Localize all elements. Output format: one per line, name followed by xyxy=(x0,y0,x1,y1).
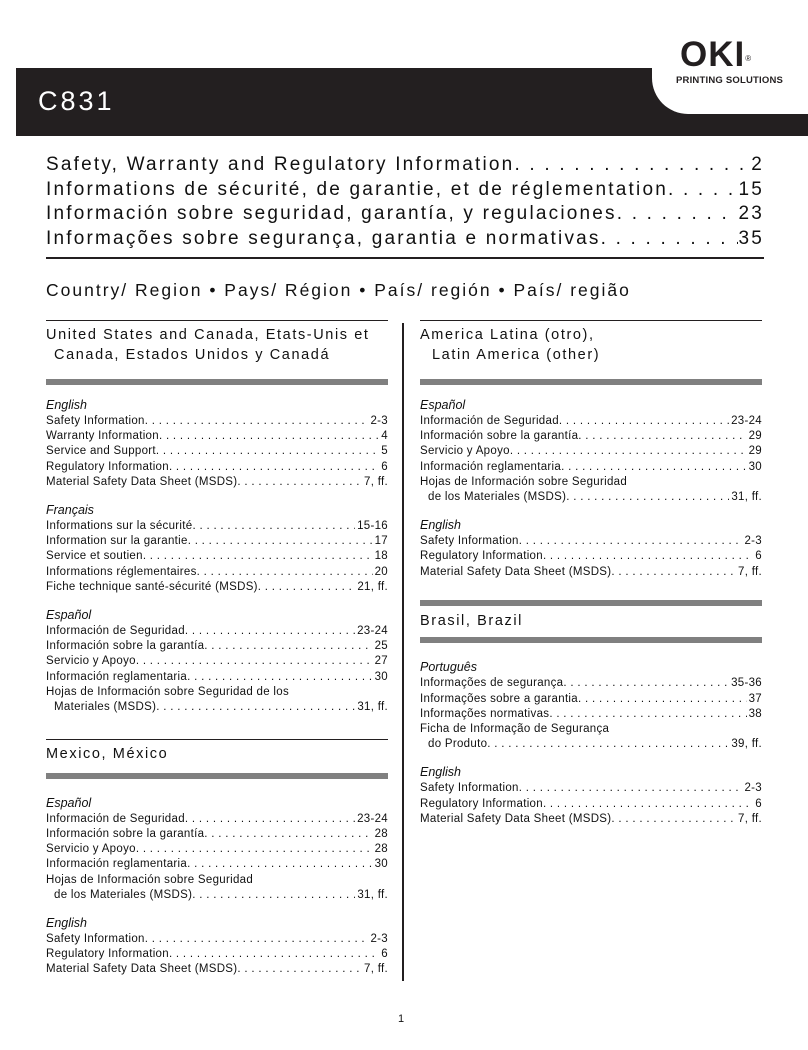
leader-dots xyxy=(543,797,753,812)
leader-dots xyxy=(169,460,379,475)
toc-item[interactable] xyxy=(46,857,388,872)
item-page: 15-16 xyxy=(357,520,388,533)
item-page: 7, ff. xyxy=(738,565,762,578)
item-label-line[interactable]: Hojas de Información sobre Seguridad de los xyxy=(46,685,290,698)
section-title-us-canada xyxy=(46,326,388,365)
item-page: 31, ff. xyxy=(731,491,762,504)
item-page: 5 xyxy=(381,445,388,458)
item-page: 21, ff. xyxy=(357,580,388,593)
item-label: Service et soutien xyxy=(46,550,143,563)
toc-item[interactable] xyxy=(420,549,762,564)
toc-item[interactable] xyxy=(420,781,762,796)
item-page: 35-36 xyxy=(731,677,762,690)
item-page: 28 xyxy=(374,827,388,840)
item-label: Información reglamentaria xyxy=(420,460,562,473)
toc-item[interactable] xyxy=(46,549,388,564)
toc-item[interactable] xyxy=(420,676,762,691)
section-title-line: America Latina (otro), xyxy=(420,327,595,343)
leader-dots xyxy=(543,549,753,564)
item-page: 20 xyxy=(374,565,388,578)
leader-dots xyxy=(159,429,379,444)
section-title-line: Canada, Estados Unidos y Canadá xyxy=(54,346,331,363)
item-label: Informações sobre a garantia xyxy=(420,692,578,705)
item-label-line[interactable]: Hojas de Información sobre Seguridad xyxy=(420,475,628,488)
item-page: 23-24 xyxy=(357,812,388,825)
section-top-rule xyxy=(46,739,388,740)
leader-dots xyxy=(192,519,355,534)
item-label: Información sobre la garantía xyxy=(46,640,205,653)
brand-tagline: PRINTING SOLUTIONS xyxy=(676,75,784,86)
region-heading: Country/ Region • Pays/ Région • País/ región • País/ região xyxy=(46,280,631,300)
leader-dots xyxy=(136,842,373,857)
item-label: Servicio y Apoyo xyxy=(46,843,136,856)
item-label: Informations réglementaires xyxy=(46,565,197,578)
toc-item[interactable] xyxy=(46,670,388,685)
item-label: Service and Support xyxy=(46,445,156,458)
toc-item[interactable] xyxy=(46,414,388,429)
item-page: 2-3 xyxy=(744,782,762,795)
toc-item[interactable] xyxy=(420,707,762,722)
item-page: 4 xyxy=(381,430,388,443)
item-page: 6 xyxy=(381,460,388,473)
leader-dots xyxy=(187,857,373,872)
leader-dots xyxy=(561,460,747,475)
item-label: Información sobre la garantía xyxy=(46,827,205,840)
leader-dots xyxy=(601,227,739,252)
toc-item[interactable] xyxy=(46,475,388,490)
item-page: 28 xyxy=(374,843,388,856)
leader-dots xyxy=(617,202,739,227)
toc-item[interactable] xyxy=(46,565,388,580)
registered-mark: ® xyxy=(745,54,753,63)
section-bar xyxy=(46,773,388,779)
section-title-line: Latin America (other) xyxy=(432,346,601,363)
language-heading: English xyxy=(46,398,87,412)
leader-dots xyxy=(169,947,379,962)
item-page: 31, ff. xyxy=(357,701,388,714)
leader-dots xyxy=(185,624,355,639)
item-label: Safety Information xyxy=(46,932,145,945)
item-label: Material Safety Data Sheet (MSDS) xyxy=(46,963,238,976)
toc-item[interactable] xyxy=(420,490,762,505)
item-label: Información de Seguridad xyxy=(420,415,559,427)
toc-entry-french[interactable] xyxy=(46,178,764,203)
item-page: 30 xyxy=(374,858,388,871)
leader-dots xyxy=(578,692,747,707)
language-heading: Español xyxy=(420,398,466,412)
language-heading: Español xyxy=(46,795,92,810)
toc-item[interactable] xyxy=(46,519,388,534)
toc-label: Informações sobre segurança, garantia e normativas xyxy=(46,227,601,249)
item-label: Fiche technique santé-sécurité (MSDS) xyxy=(46,580,258,593)
toc-item[interactable] xyxy=(46,888,388,903)
item-label: Safety Information xyxy=(420,535,519,548)
section-bar xyxy=(420,637,762,643)
item-label: Informações de segurança xyxy=(420,677,564,690)
item-page: 2-3 xyxy=(370,932,388,945)
toc-item[interactable] xyxy=(46,624,388,639)
item-page: 18 xyxy=(374,550,388,563)
toc-item[interactable] xyxy=(46,654,388,669)
leader-dots xyxy=(258,580,356,595)
leader-dots xyxy=(549,707,746,722)
item-page: 25 xyxy=(374,640,388,653)
leader-dots xyxy=(668,178,738,203)
model-name: C831 xyxy=(38,86,115,116)
toc-item[interactable] xyxy=(420,534,762,549)
language-heading: Português xyxy=(420,660,477,675)
item-label: Información reglamentaria xyxy=(46,858,188,871)
leader-dots xyxy=(611,812,736,827)
item-label: Informations sur la sécurité xyxy=(46,520,193,533)
leader-dots xyxy=(187,670,373,685)
leader-dots xyxy=(510,444,747,459)
item-page: 30 xyxy=(748,460,762,473)
leader-dots xyxy=(136,654,373,669)
leader-dots xyxy=(145,414,369,429)
leader-dots xyxy=(519,781,743,796)
item-page: 37 xyxy=(748,692,762,705)
item-page: 38 xyxy=(748,707,762,720)
item-label: Informações normativas xyxy=(420,707,550,720)
toc-item[interactable] xyxy=(420,460,762,475)
leader-dots xyxy=(204,639,372,654)
section-title-brazil: Brasil, Brazil xyxy=(420,612,523,629)
toc-divider xyxy=(46,257,764,259)
item-label: Información sobre la garantía xyxy=(420,430,579,443)
left-column xyxy=(46,320,388,978)
leader-dots xyxy=(197,565,373,580)
leader-dots xyxy=(611,565,736,580)
item-page: 7, ff. xyxy=(738,812,762,825)
item-page: 2-3 xyxy=(744,535,762,548)
toc-label: Información sobre seguridad, garantía, y regulaciones xyxy=(46,203,617,224)
item-page: 6 xyxy=(381,948,388,961)
item-page: 27 xyxy=(374,655,388,668)
toc-entry-english[interactable] xyxy=(46,153,764,178)
item-label: Safety Information xyxy=(420,782,519,795)
leader-dots xyxy=(145,932,369,947)
section-top-rule xyxy=(420,320,762,321)
item-label: Material Safety Data Sheet (MSDS) xyxy=(46,475,238,488)
column-divider xyxy=(402,323,404,981)
leader-dots xyxy=(237,475,362,490)
item-label-line[interactable]: Hojas de Información sobre Seguridad xyxy=(46,873,254,886)
section-bar xyxy=(46,379,388,385)
item-page: 29 xyxy=(748,430,762,443)
item-label: Material Safety Data Sheet (MSDS) xyxy=(420,565,612,578)
item-label: do Produto xyxy=(428,738,488,751)
item-label: Regulatory Information xyxy=(420,550,543,563)
item-label: Servicio y Apoyo xyxy=(46,655,136,668)
toc-item[interactable] xyxy=(420,414,762,429)
leader-dots xyxy=(578,429,746,444)
item-label: Servicio y Apoyo xyxy=(420,445,510,458)
toc-item[interactable] xyxy=(46,962,388,977)
section-bar xyxy=(420,379,762,385)
leader-dots xyxy=(519,534,743,549)
item-page: 31, ff. xyxy=(357,888,388,901)
language-heading: English xyxy=(420,765,461,780)
item-label: Safety Information xyxy=(46,415,145,427)
toc-item[interactable] xyxy=(420,797,762,812)
toc-label: Informations de sécurité, de garantie, et de réglementation xyxy=(46,178,668,200)
toc-label: Safety, Warranty and Regulatory Information xyxy=(46,154,515,175)
leader-dots xyxy=(237,962,362,977)
leader-dots xyxy=(566,490,729,505)
toc-item[interactable] xyxy=(46,700,388,715)
item-page: 6 xyxy=(755,550,762,563)
toc-entry-spanish[interactable] xyxy=(46,202,764,227)
toc-item[interactable] xyxy=(420,429,762,444)
item-page: 2-3 xyxy=(370,415,388,427)
leader-dots xyxy=(514,153,751,178)
item-label: Information sur la garantie xyxy=(46,535,188,548)
toc-item[interactable] xyxy=(420,444,762,459)
toc-item[interactable] xyxy=(420,812,762,827)
toc-page: 2 xyxy=(751,154,764,175)
leader-dots xyxy=(156,444,379,459)
toc-entry-portuguese[interactable] xyxy=(46,227,764,252)
leader-dots xyxy=(143,549,373,564)
item-label: Warranty Information xyxy=(46,430,159,443)
item-page: 7, ff. xyxy=(364,963,388,976)
leader-dots xyxy=(204,827,372,842)
item-page: 23-24 xyxy=(357,625,388,638)
item-page: 29 xyxy=(748,445,762,458)
item-label: Información de Seguridad xyxy=(46,812,185,825)
toc-item[interactable] xyxy=(46,947,388,962)
section-title-line: United States and Canada, Etats-Unis et xyxy=(46,327,370,343)
item-page: 6 xyxy=(755,797,762,810)
table-of-contents xyxy=(46,153,764,251)
toc-item[interactable] xyxy=(46,429,388,444)
leader-dots xyxy=(156,700,355,715)
item-label-line[interactable]: Ficha de Informação de Segurança xyxy=(420,722,610,735)
item-page: 39, ff. xyxy=(731,738,762,751)
leader-dots xyxy=(185,812,355,827)
leader-dots xyxy=(188,534,373,549)
item-page: 30 xyxy=(374,670,388,683)
item-label: Información de Seguridad xyxy=(46,625,185,638)
toc-item[interactable] xyxy=(46,827,388,842)
toc-item[interactable] xyxy=(420,737,762,752)
toc-item[interactable] xyxy=(46,460,388,475)
item-label: Materiales (MSDS) xyxy=(54,701,157,714)
item-page: 23-24 xyxy=(731,415,762,427)
item-page: 7, ff. xyxy=(364,475,388,488)
toc-item[interactable] xyxy=(46,812,388,827)
section-bar xyxy=(420,600,762,606)
right-column xyxy=(420,320,762,827)
language-heading: Français xyxy=(46,503,94,518)
toc-item[interactable] xyxy=(420,692,762,707)
leader-dots xyxy=(559,414,729,429)
item-label: de los Materiales (MSDS) xyxy=(428,491,567,504)
leader-dots xyxy=(192,888,355,903)
toc-item[interactable] xyxy=(46,639,388,654)
item-label: Información reglamentaria xyxy=(46,670,188,683)
section-top-rule xyxy=(46,320,388,321)
language-heading: English xyxy=(420,518,461,533)
toc-page: 35 xyxy=(738,227,764,249)
toc-item[interactable] xyxy=(46,580,388,595)
toc-item[interactable] xyxy=(46,932,388,947)
item-page: 17 xyxy=(374,535,388,548)
item-label: de los Materiales (MSDS) xyxy=(54,888,193,901)
language-heading: Español xyxy=(46,608,92,623)
item-label: Material Safety Data Sheet (MSDS) xyxy=(420,812,612,825)
toc-item[interactable] xyxy=(420,565,762,580)
toc-page: 15 xyxy=(738,178,764,200)
item-label: Regulatory Information xyxy=(420,797,543,810)
toc-item[interactable] xyxy=(46,842,388,857)
leader-dots xyxy=(487,737,729,752)
brand-name: OKI xyxy=(680,35,746,74)
item-label: Regulatory Information xyxy=(46,460,169,473)
section-title-latin-america xyxy=(420,326,762,365)
toc-page: 23 xyxy=(738,203,764,224)
item-label: Regulatory Information xyxy=(46,948,169,961)
language-heading: English xyxy=(46,915,87,930)
toc-item[interactable] xyxy=(46,534,388,549)
page-number: 1 xyxy=(398,1013,405,1025)
toc-item[interactable] xyxy=(46,444,388,459)
leader-dots xyxy=(563,676,729,691)
brand-logo xyxy=(676,36,786,87)
section-title-mexico: Mexico, México xyxy=(46,746,169,763)
